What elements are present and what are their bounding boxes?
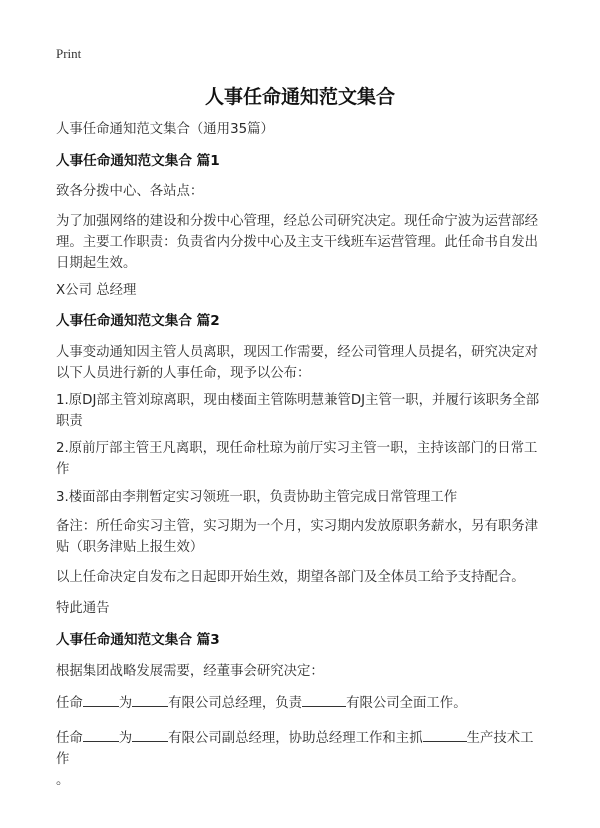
blank-field[interactable] bbox=[132, 727, 168, 742]
section-heading-2: 人事任命通知范文集合 篇2 bbox=[56, 313, 220, 329]
paragraph: 根据集团战略发展需要，经董事会研究决定： bbox=[56, 664, 324, 679]
paragraph: 人事变动通知因主管人员离职，现因工作需要，经公司管理人员提名，研究决定对以下人员进行新的人事任命，现予以公布： bbox=[56, 345, 539, 381]
fill-text: 有限公司全面工作。 bbox=[346, 696, 467, 711]
paragraph: 为了加强网络的建设和分拨中心管理，经总公司研究决定。现任命宁波为运营部经理。主要工作职责：负责省内分拨中心及主支干线班车运营管理。此任命书自发出日期起生效。 bbox=[56, 214, 539, 271]
blank-field[interactable] bbox=[423, 727, 467, 742]
blank-field[interactable] bbox=[83, 727, 119, 742]
fill-text: 为 bbox=[118, 731, 133, 746]
blank-field[interactable] bbox=[132, 692, 168, 707]
fill-text: 有限公司总经理，负责 bbox=[168, 696, 303, 711]
fill-text: 生产技术工作 bbox=[56, 731, 534, 767]
fill-text: 任命 bbox=[56, 696, 83, 711]
fill-text: 有限公司副总经理，协助总经理工作和主抓 bbox=[168, 731, 423, 746]
fill-in-line-1 bbox=[56, 692, 546, 714]
paragraph: 2.原前厅部主管王凡离职，现任命杜琼为前厅实习主管一职，主持该部门的日常工作 bbox=[56, 441, 538, 477]
paragraph: 特此通告 bbox=[56, 601, 110, 616]
paragraph: 1.原DJ部主管刘琼离职，现由楼面主管陈明慧兼管DJ主管一职，并履行该职务全部职责 bbox=[56, 393, 540, 429]
document-title: 人事任命通知范文集合 bbox=[204, 86, 395, 108]
print-label[interactable]: Print bbox=[56, 46, 82, 61]
blank-field[interactable] bbox=[83, 692, 119, 707]
fill-in-line-2 bbox=[56, 727, 546, 791]
fill-text: 任命 bbox=[56, 731, 83, 746]
fill-text: 为 bbox=[118, 696, 133, 711]
paragraph: 3.楼面部由李荆暂定实习领班一职，负责协助主管完成日常管理工作 bbox=[56, 490, 458, 505]
paragraph: 以上任命决定自发布之日起即开始生效，期望各部门及全体员工给予支持配合。 bbox=[56, 570, 525, 585]
paragraph: 备注：所任命实习主管，实习期为一个月，实习期内发放原职务薪水，另有职务津贴（职务津贴上报生效） bbox=[56, 519, 539, 555]
paragraph: X公司 总经理 bbox=[56, 283, 137, 298]
section-heading-3: 人事任命通知范文集合 篇3 bbox=[56, 632, 220, 648]
section-heading-1: 人事任命通知范文集合 篇1 bbox=[56, 153, 220, 169]
blank-field[interactable] bbox=[302, 692, 346, 707]
document-subtitle: 人事任命通知范文集合（通用35篇） bbox=[56, 122, 274, 137]
fill-text: 。 bbox=[56, 773, 70, 788]
paragraph: 致各分拨中心、各站点： bbox=[56, 184, 204, 199]
